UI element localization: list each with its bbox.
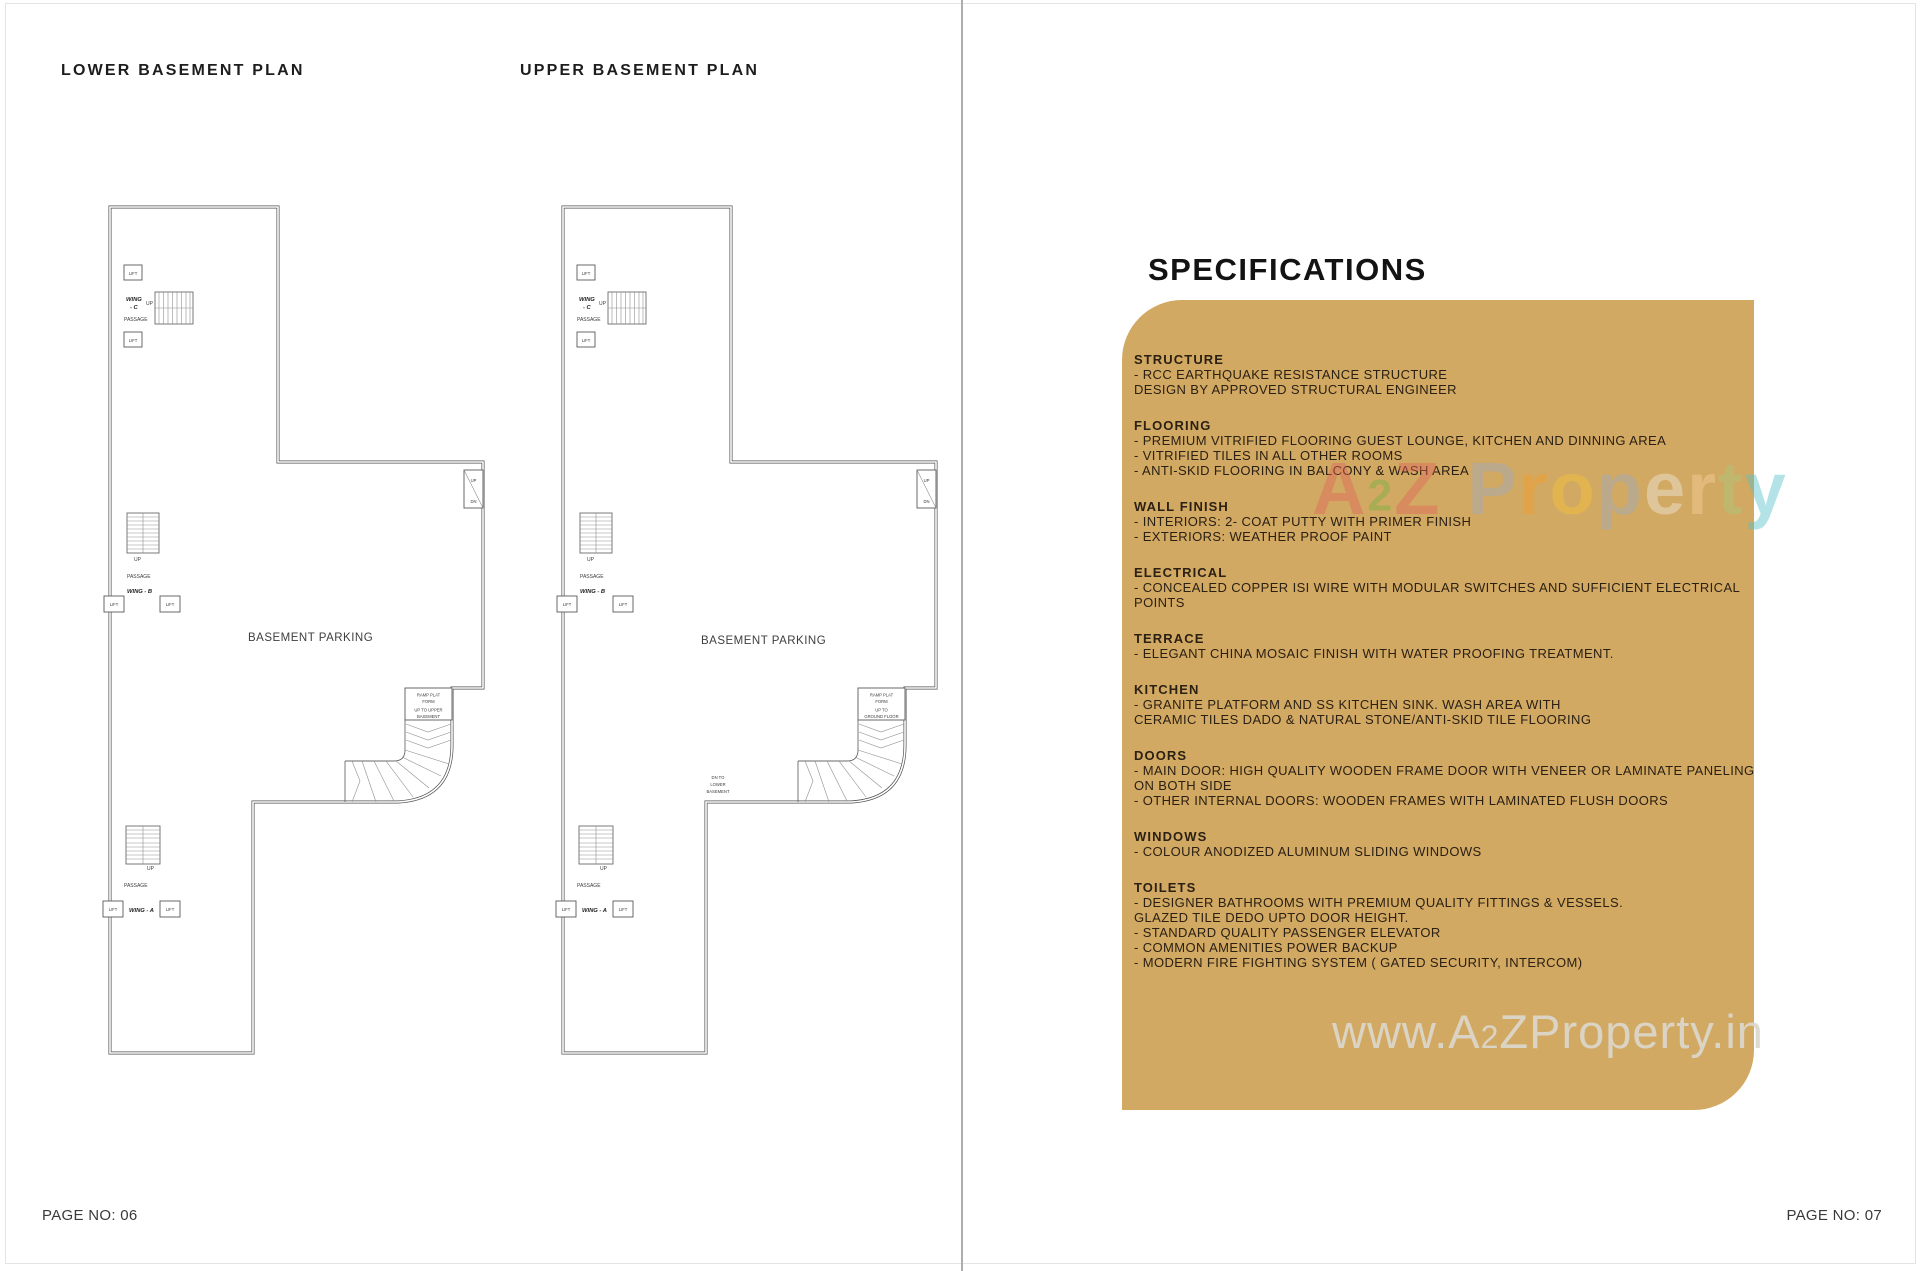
dn-label: DN — [470, 499, 477, 504]
ramp-platform-label: BASEMENT — [416, 714, 441, 719]
website-watermark — [1332, 1005, 1764, 1058]
page-gutter-line — [961, 0, 963, 1271]
wing-c-core — [124, 265, 193, 347]
spec-line: - STANDARD QUALITY PASSENGER ELEVATOR — [1134, 925, 1441, 940]
up-label: UP — [470, 478, 477, 483]
up-label: UP — [587, 557, 594, 563]
specifications-panel — [1122, 300, 1754, 1110]
watermark-letter: t — [1717, 447, 1745, 530]
lift-label: LIFT — [618, 602, 628, 607]
spec-line: - VITRIFIED TILES IN ALL OTHER ROOMS — [1134, 448, 1403, 463]
wing-a-core — [556, 826, 633, 917]
spec-section-heading: FLOORING — [1134, 418, 1212, 433]
watermark-letter: p — [1596, 447, 1644, 530]
lift-label: LIFT — [128, 271, 138, 276]
spec-section-doors — [1134, 748, 1755, 808]
basement-parking-label: BASEMENT PARKING — [701, 635, 827, 647]
page-number-left: PAGE NO: 06 — [42, 1207, 138, 1224]
building-outline-inner — [110, 207, 483, 1053]
ramp-platform-label: RAMP PLAT — [869, 692, 894, 698]
up-label: UP — [134, 557, 141, 563]
specifications-title: SPECIFICATIONS — [1148, 252, 1427, 287]
ramp-dn-label: DN TO — [711, 775, 725, 780]
watermark-letter: A — [1312, 447, 1368, 530]
spec-line: DESIGN BY APPROVED STRUCTURAL ENGINEER — [1134, 382, 1457, 397]
ramp-platform-label: RAMP PLAT — [416, 692, 441, 698]
watermark-letter: r — [1687, 447, 1718, 530]
spec-section-heading: TOILETS — [1134, 880, 1197, 895]
wing-b-core — [104, 513, 180, 612]
wing-c-label: WING — [126, 297, 142, 303]
spec-line: - EXTERIORS: WEATHER PROOF PAINT — [1134, 529, 1392, 544]
website-watermark-text: 2 — [1480, 1019, 1500, 1055]
spec-line: - CONCEALED COPPER ISI WIRE WITH MODULAR SWITCHES AND SUFFICIENT ELECTRICAL — [1134, 580, 1741, 595]
spec-line: - PREMIUM VITRIFIED FLOORING GUEST LOUNGE, KITCHEN AND DINNING AREA — [1134, 433, 1667, 448]
wing-c-core — [577, 265, 646, 347]
spec-line: - COMMON AMENITIES POWER BACKUP — [1134, 940, 1398, 955]
wing-c-label: - C — [583, 305, 591, 311]
passage-label: PASSAGE — [580, 574, 604, 580]
ramp-edge-marker — [917, 470, 936, 508]
up-label: UP — [146, 301, 153, 307]
spec-section-heading: WINDOWS — [1134, 829, 1208, 844]
ramp-platform-label: UP TO — [875, 707, 888, 713]
spec-section-heading: STRUCTURE — [1134, 352, 1225, 367]
ramp-edge-marker — [464, 470, 483, 508]
spec-line: - RCC EARTHQUAKE RESISTANCE STRUCTURE — [1134, 367, 1448, 382]
up-label: UP — [147, 866, 154, 872]
page-number-right: PAGE NO: 07 — [1786, 1207, 1882, 1224]
stair-treads — [155, 292, 193, 324]
watermark-letter: y — [1744, 447, 1788, 530]
stair-treads — [126, 826, 160, 864]
lift-label: LIFT — [128, 338, 138, 343]
spec-section-heading: KITCHEN — [1134, 682, 1200, 697]
lift-label: LIFT — [581, 338, 591, 343]
spec-line: POINTS — [1134, 595, 1185, 610]
spec-section-heading: DOORS — [1134, 748, 1188, 763]
ramp-dn-label: BASEMENT — [706, 789, 730, 794]
spec-section-windows — [1134, 829, 1740, 859]
spec-line: CERAMIC TILES DADO & NATURAL STONE/ANTI-SKID TILE FLOORING — [1134, 712, 1592, 727]
wing-b-label: WING - B — [580, 589, 606, 595]
lift-label: LIFT — [108, 907, 118, 912]
building-outline-inner — [563, 207, 936, 1053]
wing-b-label: WING - B — [127, 589, 153, 595]
stair-treads — [608, 292, 646, 324]
passage-label: PASSAGE — [124, 883, 148, 889]
ramp-platform-label: UP TO UPPER — [414, 707, 443, 713]
spec-line: - ANTI-SKID FLOORING IN BALCONY & WASH AREA — [1134, 463, 1470, 478]
dn-label: DN — [923, 499, 930, 504]
spec-section-heading: TERRACE — [1134, 631, 1205, 646]
lift-label: LIFT — [562, 602, 572, 607]
lift-label: LIFT — [109, 602, 119, 607]
lift-label: LIFT — [165, 907, 175, 912]
watermark-letter: Z — [1394, 447, 1442, 530]
spec-section-heading: WALL FINISH — [1134, 499, 1229, 514]
stair-treads — [127, 513, 159, 553]
spec-line: - OTHER INTERNAL DOORS: WOODEN FRAMES WITH LAMINATED FLUSH DOORS — [1134, 793, 1669, 808]
ramp-platform-label: FORM — [875, 699, 888, 704]
spec-section-structure — [1134, 352, 1740, 397]
spec-line: - COLOUR ANODIZED ALUMINUM SLIDING WINDOWS — [1134, 844, 1482, 859]
wing-a-core — [103, 826, 180, 917]
passage-label: PASSAGE — [127, 574, 151, 580]
building-outline — [110, 207, 483, 1053]
spec-line: - GRANITE PLATFORM AND SS KITCHEN SINK. WASH AREA WITH — [1134, 697, 1561, 712]
lift-label: LIFT — [561, 907, 571, 912]
spec-line: GLAZED TILE DEDO UPTO DOOR HEIGHT. — [1134, 910, 1409, 925]
wing-a-label: WING - A — [129, 908, 154, 914]
spec-line: - INTERIORS: 2- COAT PUTTY WITH PRIMER FINISH — [1134, 514, 1472, 529]
watermark-letter: o — [1549, 447, 1597, 530]
website-watermark-text: ZProperty.in — [1499, 1005, 1764, 1058]
up-label: UP — [599, 301, 606, 307]
ramp — [345, 688, 452, 802]
stair-treads — [579, 826, 613, 864]
spec-section-kitchen — [1134, 682, 1740, 727]
wing-b-core — [557, 513, 633, 612]
lift-label: LIFT — [165, 602, 175, 607]
passage-label: PASSAGE — [577, 317, 601, 323]
lift-label: LIFT — [581, 271, 591, 276]
wing-c-label: WING — [579, 297, 595, 303]
website-watermark-text: www.A — [1332, 1005, 1481, 1058]
watermark-letter: 2 — [1367, 471, 1395, 521]
lift-label: LIFT — [618, 907, 628, 912]
ramp — [706, 688, 905, 802]
ramp-dn-label: LOWER — [710, 782, 726, 787]
up-label: UP — [600, 866, 607, 872]
spec-section-electrical — [1134, 565, 1740, 610]
wing-c-label: - C — [130, 305, 138, 311]
a2z-property-watermark — [1312, 447, 1788, 530]
ramp-platform-label: GROUND FLOOR — [864, 714, 899, 719]
floor-plan-lower-basement — [103, 207, 483, 1053]
watermark-letter: r — [1518, 447, 1550, 530]
passage-label: PASSAGE — [124, 317, 148, 323]
spec-line: ON BOTH SIDE — [1134, 778, 1232, 793]
spec-section-terrace — [1134, 631, 1740, 661]
basement-parking-label: BASEMENT PARKING — [248, 632, 374, 644]
wing-a-label: WING - A — [582, 908, 607, 914]
ramp-platform-label: FORM — [422, 699, 435, 704]
upper-basement-plan-title: UPPER BASEMENT PLAN — [520, 62, 760, 79]
spec-line: - MODERN FIRE FIGHTING SYSTEM ( GATED SECURITY, INTERCOM) — [1134, 955, 1583, 970]
stair-treads — [580, 513, 612, 553]
lower-basement-plan-title: LOWER BASEMENT PLAN — [61, 62, 305, 79]
up-label: UP — [923, 478, 930, 483]
watermark-letter: e — [1643, 447, 1688, 530]
spec-line: - ELEGANT CHINA MOSAIC FINISH WITH WATER PROOFING TREATMENT. — [1134, 646, 1614, 661]
spec-line: - MAIN DOOR: HIGH QUALITY WOODEN FRAME DOOR WITH VENEER OR LAMINATE PANELING — [1134, 763, 1755, 778]
spec-section-toilets — [1134, 880, 1740, 970]
spec-section-heading: ELECTRICAL — [1134, 565, 1228, 580]
spec-line: - DESIGNER BATHROOMS WITH PREMIUM QUALITY FITTINGS & VESSELS. — [1134, 895, 1624, 910]
watermark-letter: P — [1467, 447, 1519, 530]
building-outline — [563, 207, 936, 1053]
floor-plan-upper-basement — [556, 207, 936, 1053]
passage-label: PASSAGE — [577, 883, 601, 889]
